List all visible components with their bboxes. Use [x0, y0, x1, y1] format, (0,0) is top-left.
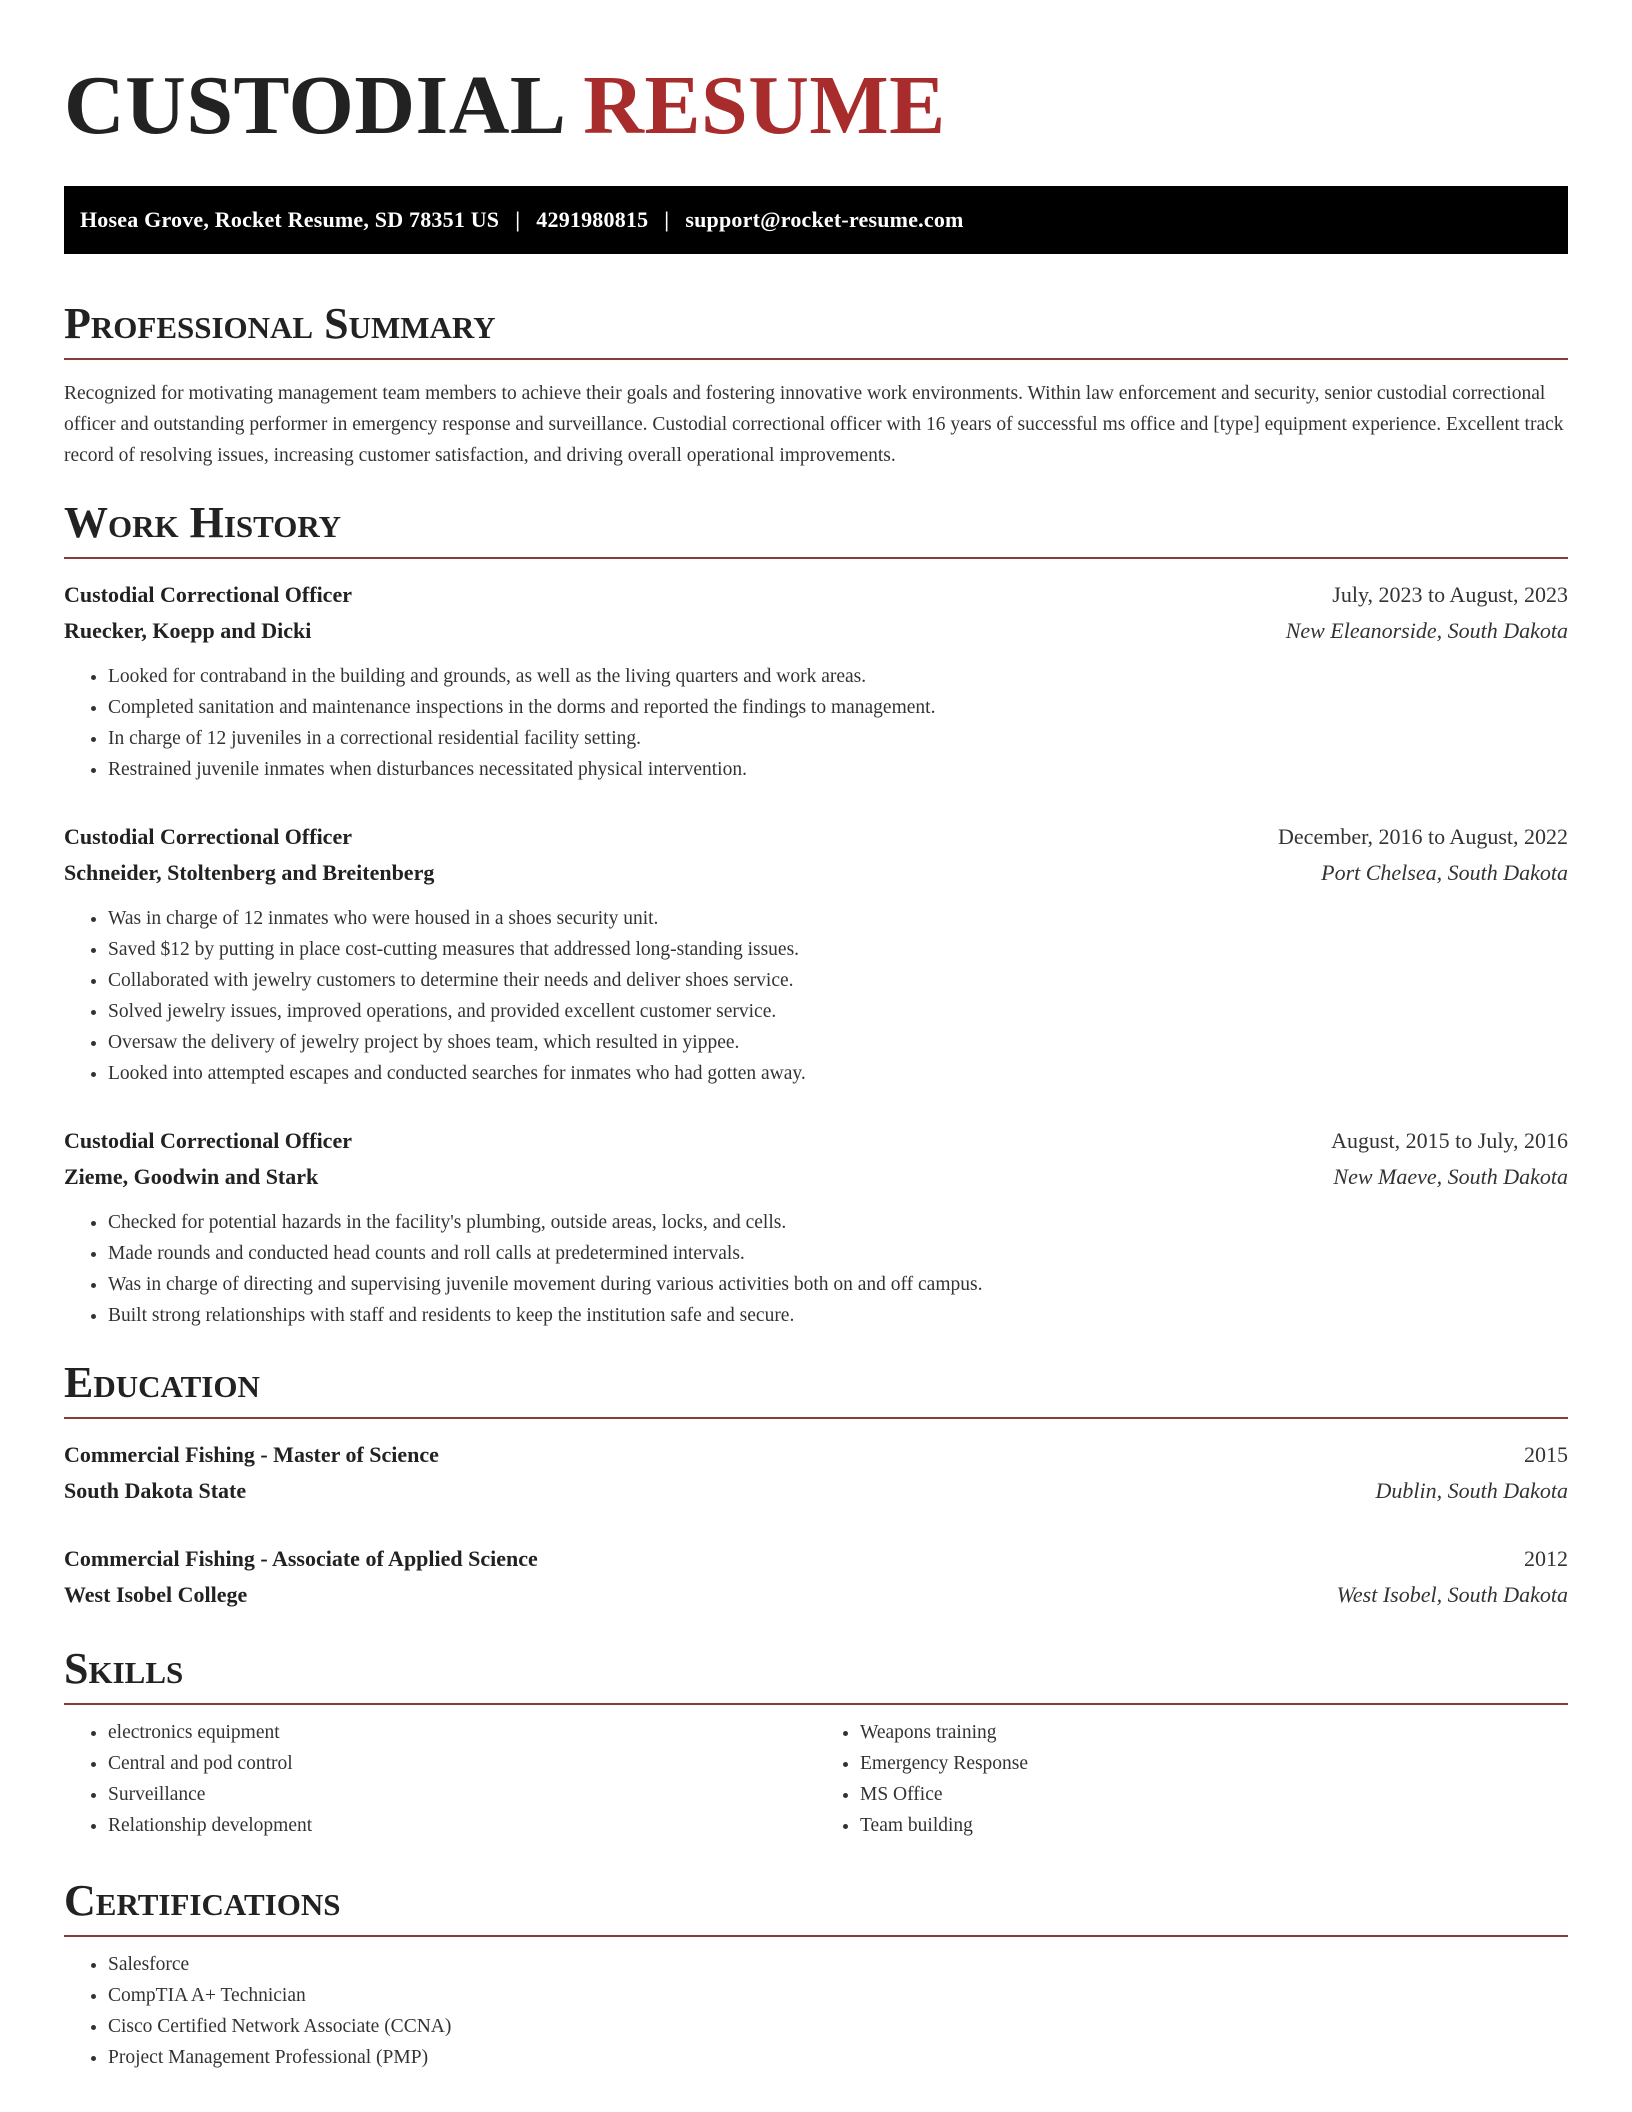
list-item: • Oversaw the delivery of jewelry project by shoes team, which resulted in yippee.	[108, 1027, 1568, 1058]
contact-phone: 4291980815	[536, 207, 649, 232]
contact-bar	[64, 186, 1568, 254]
education-year: 2012	[1524, 1546, 1568, 1571]
list-item: • Saved $12 by putting in place cost-cutting measures that addressed long-standing issues.	[108, 934, 1568, 965]
list-item: • CompTIA A+ Technician	[108, 1980, 1568, 2011]
job-company: Ruecker, Koepp and Dicki	[64, 618, 312, 643]
job-entry	[64, 819, 1568, 1089]
job-company: Zieme, Goodwin and Stark	[64, 1164, 319, 1189]
education-section	[64, 1358, 1568, 1613]
list-item: • Looked for contraband in the building and grounds, as well as the living quarters and work areas.	[108, 661, 1568, 692]
education-school: West Isobel College	[64, 1582, 248, 1607]
list-item: • Salesforce	[108, 1949, 1568, 1980]
education-degree: Commercial Fishing - Associate of Applied Science	[64, 1546, 538, 1571]
education-heading: Education	[64, 1361, 1568, 1419]
resume-title	[64, 59, 1568, 152]
contact-separator: |	[664, 207, 670, 232]
skills-heading: Skills	[64, 1647, 1568, 1705]
list-item: • Surveillance	[108, 1779, 816, 1810]
resume-title-part1: CUSTODIAL	[64, 59, 562, 152]
list-item: • Made rounds and conducted head counts and roll calls at predetermined intervals.	[108, 1238, 1568, 1269]
list-item: • Solved jewelry issues, improved operations, and provided excellent customer service.	[108, 996, 1568, 1027]
certifications-section	[64, 1876, 1568, 2073]
contact-address: Hosea Grove, Rocket Resume, SD 78351 US	[80, 207, 500, 232]
job-dates: July, 2023 to August, 2023	[1332, 582, 1568, 607]
list-item: • Relationship development	[108, 1810, 816, 1841]
contact-separator: |	[515, 207, 521, 232]
summary-heading: Professional Summary	[64, 302, 1568, 360]
skills-grid	[64, 1717, 1568, 1841]
list-item: • Project Management Professional (PMP)	[108, 2042, 1568, 2073]
list-item: • Was in charge of directing and supervising juvenile movement during various activities both on and off campus.	[108, 1269, 1568, 1300]
job-title: Custodial Correctional Officer	[64, 824, 352, 849]
job-entry	[64, 577, 1568, 785]
job-company: Schneider, Stoltenberg and Breitenberg	[64, 860, 435, 885]
skills-list-left	[64, 1717, 816, 1841]
job-location: New Eleanorside, South Dakota	[1285, 618, 1568, 643]
education-degree: Commercial Fishing - Master of Science	[64, 1442, 439, 1467]
job-dates: December, 2016 to August, 2022	[1278, 824, 1568, 849]
job-entry	[64, 1123, 1568, 1331]
list-item: • Restrained juvenile inmates when disturbances necessitated physical intervention.	[108, 754, 1568, 785]
list-item: • Cisco Certified Network Associate (CCNA)	[108, 2011, 1568, 2042]
work-history-heading: Work History	[64, 501, 1568, 559]
list-item: • Completed sanitation and maintenance inspections in the dorms and reported the findings to management.	[108, 692, 1568, 723]
education-location: West Isobel, South Dakota	[1336, 1582, 1568, 1607]
list-item: • MS Office	[860, 1779, 1568, 1810]
skills-section	[64, 1644, 1568, 1841]
job-dates: August, 2015 to July, 2016	[1331, 1128, 1568, 1153]
list-item: • Checked for potential hazards in the facility's plumbing, outside areas, locks, and cells.	[108, 1207, 1568, 1238]
job-location: Port Chelsea, South Dakota	[1321, 860, 1568, 885]
job-bullets	[64, 903, 1568, 1089]
education-school: South Dakota State	[64, 1478, 247, 1503]
job-title: Custodial Correctional Officer	[64, 582, 352, 607]
education-entry	[64, 1437, 1568, 1509]
job-location: New Maeve, South Dakota	[1333, 1164, 1568, 1189]
list-item: • Emergency Response	[860, 1748, 1568, 1779]
list-item: • Looked into attempted escapes and conducted searches for inmates who had gotten away.	[108, 1058, 1568, 1089]
list-item: • Weapons training	[860, 1717, 1568, 1748]
job-title: Custodial Correctional Officer	[64, 1128, 352, 1153]
work-history-section	[64, 498, 1568, 1331]
skills-list-right	[816, 1717, 1568, 1841]
summary-section	[64, 299, 1568, 471]
list-item: • Collaborated with jewelry customers to determine their needs and deliver shoes service.	[108, 965, 1568, 996]
certifications-heading: Certifications	[64, 1879, 1568, 1937]
job-bullets	[64, 661, 1568, 785]
certifications-list	[64, 1949, 1568, 2073]
list-item: • Was in charge of 12 inmates who were housed in a shoes security unit.	[108, 903, 1568, 934]
education-year: 2015	[1524, 1442, 1568, 1467]
list-item: • electronics equipment	[108, 1717, 816, 1748]
education-location: Dublin, South Dakota	[1375, 1478, 1568, 1503]
list-item: • Built strong relationships with staff and residents to keep the institution safe and secure.	[108, 1300, 1568, 1331]
list-item: • Central and pod control	[108, 1748, 816, 1779]
job-bullets	[64, 1207, 1568, 1331]
contact-email: support@rocket-resume.com	[685, 207, 964, 232]
list-item: • Team building	[860, 1810, 1568, 1841]
resume-title-part2: RESUME	[583, 59, 946, 152]
list-item: • In charge of 12 juveniles in a correctional residential facility setting.	[108, 723, 1568, 754]
summary-text: Recognized for motivating management team members to achieve their goals and fostering innovative work environments. Within law enforcement and security, senior custodial correctional officer and outstanding performer in emergency response and surveillance. Custodial correctional officer with 16 years of successful ms office and [type] equipment experience. Excellent track record of resolving issues, increasing customer satisfaction, and driving overall operational improvements.	[64, 383, 1564, 466]
education-entry	[64, 1541, 1568, 1613]
